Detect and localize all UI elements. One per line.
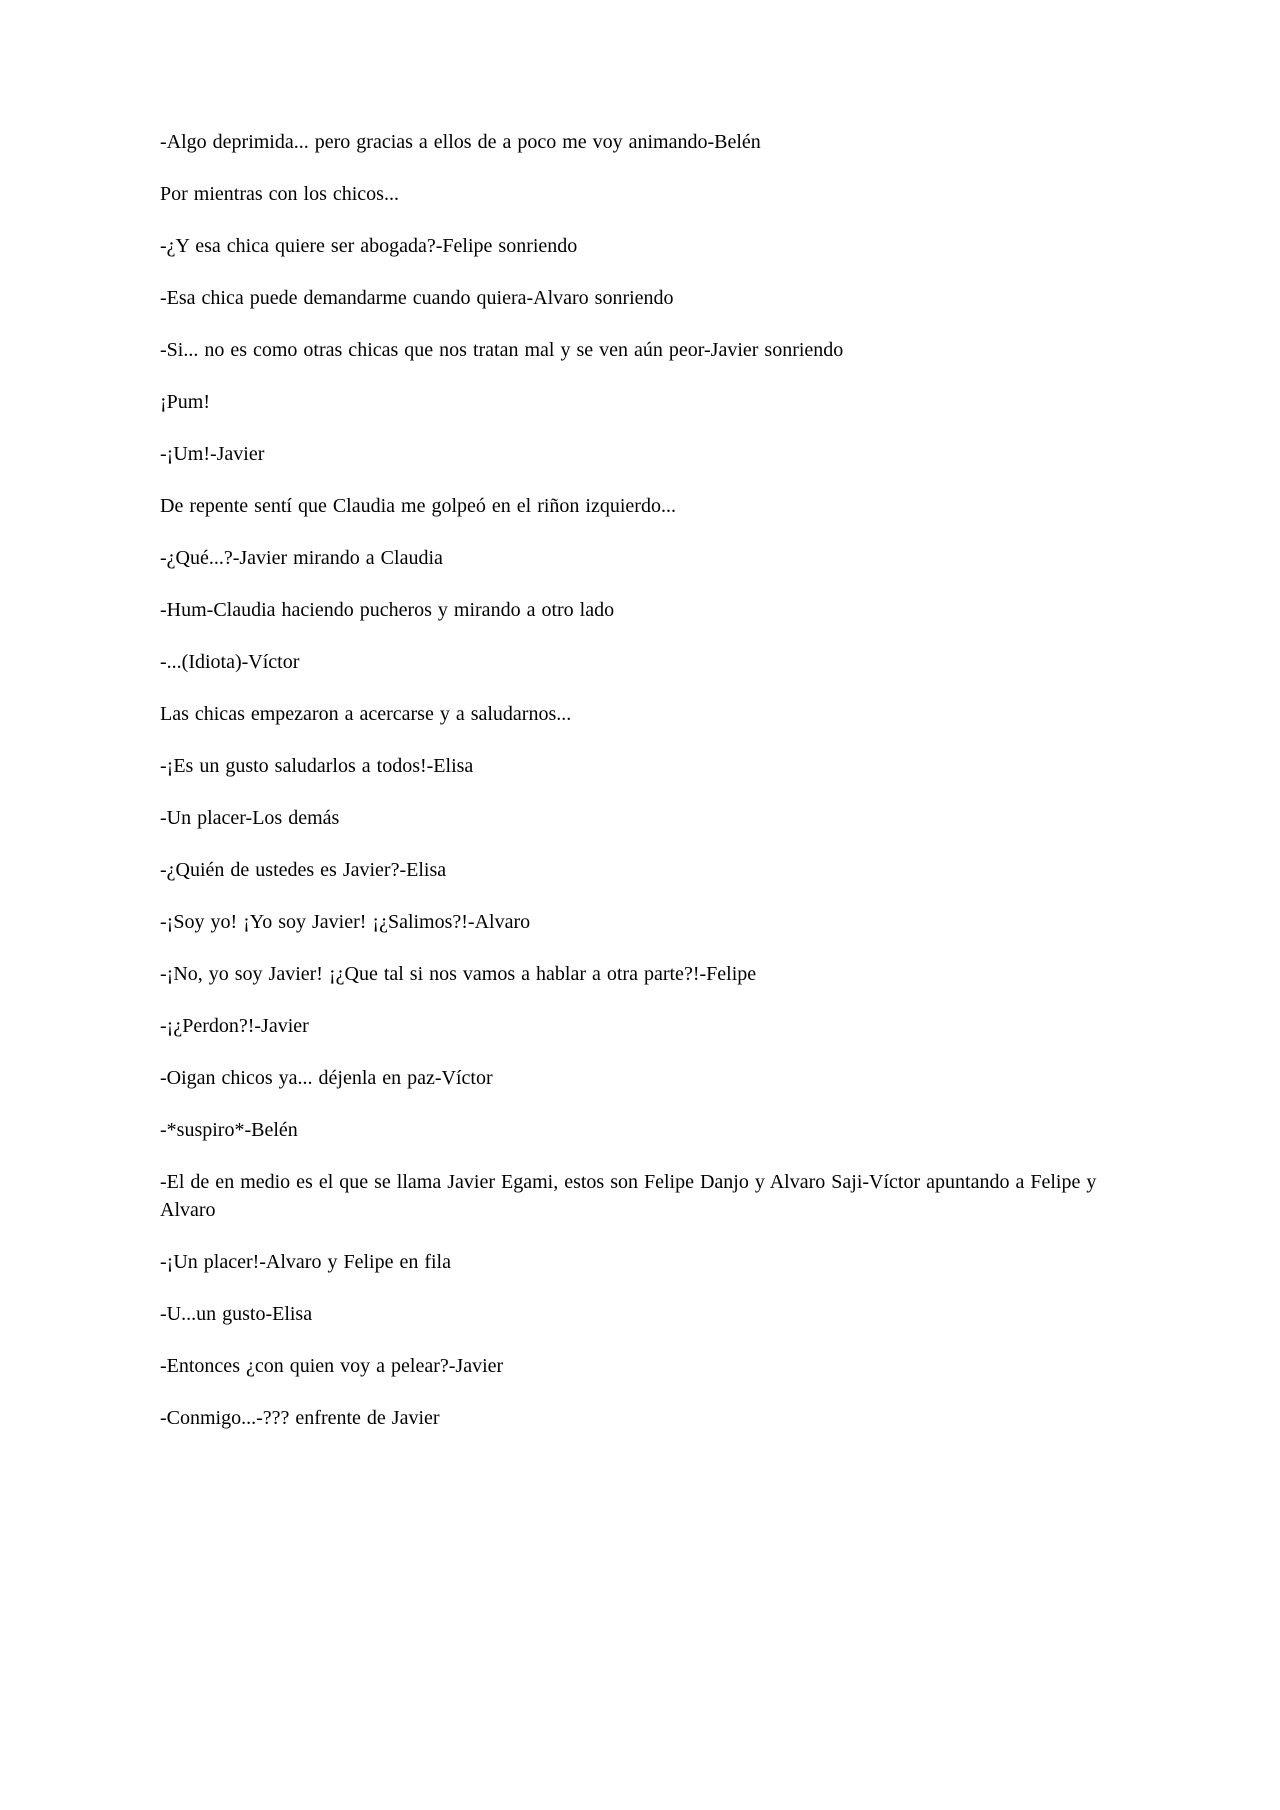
paragraph: Por mientras con los chicos... (160, 183, 399, 205)
paragraph: -Conmigo...-??? enfrente de Javier (160, 1407, 440, 1429)
paragraph: -...(Idiota)-Víctor (160, 651, 300, 673)
paragraph: ¡Pum! (160, 391, 210, 413)
paragraph: -Esa chica puede demandarme cuando quiera-Alvaro sonriendo (160, 287, 674, 309)
paragraph: -¡No, yo soy Javier! ¡¿Que tal si nos vamos a hablar a otra parte?!-Felipe (160, 963, 757, 985)
paragraph: -¿Qué...?-Javier mirando a Claudia (160, 547, 443, 569)
paragraph: -Algo deprimida... pero gracias a ellos de a poco me voy animando-Belén (160, 131, 761, 153)
paragraph: -¿Quién de ustedes es Javier?-Elisa (160, 859, 447, 881)
paragraph: Las chicas empezaron a acercarse y a saludarnos... (160, 703, 572, 725)
paragraph: -Hum-Claudia haciendo pucheros y mirando a otro lado (160, 599, 615, 621)
paragraph: -¡Es un gusto saludarlos a todos!-Elisa (160, 755, 474, 777)
paragraph: -¿Y esa chica quiere ser abogada?-Felipe sonriendo (160, 235, 578, 257)
paragraph: -Oigan chicos ya... déjenla en paz-Víctor (160, 1067, 493, 1089)
paragraph: -Si... no es como otras chicas que nos tratan mal y se ven aún peor-Javier sonriendo (160, 339, 844, 361)
paragraph: De repente sentí que Claudia me golpeó en el riñon izquierdo... (160, 495, 676, 517)
paragraph: -¡¿Perdon?!-Javier (160, 1015, 309, 1037)
paragraph: -U...un gusto-Elisa (160, 1303, 313, 1325)
paragraph: -Entonces ¿con quien voy a pelear?-Javier (160, 1355, 504, 1377)
paragraph: -*suspiro*-Belén (160, 1119, 298, 1141)
paragraph: -¡Soy yo! ¡Yo soy Javier! ¡¿Salimos?!-Alvaro (160, 911, 531, 933)
paragraph: -¡Um!-Javier (160, 443, 265, 465)
paragraph: -El de en medio es el que se llama Javier Egami, estos son Felipe Danjo y Alvaro Saji-Víctor apuntando a Felipe y Alvaro (160, 1171, 1097, 1221)
paragraph: -¡Un placer!-Alvaro y Felipe en fila (160, 1251, 451, 1273)
paragraph: -Un placer-Los demás (160, 807, 340, 829)
